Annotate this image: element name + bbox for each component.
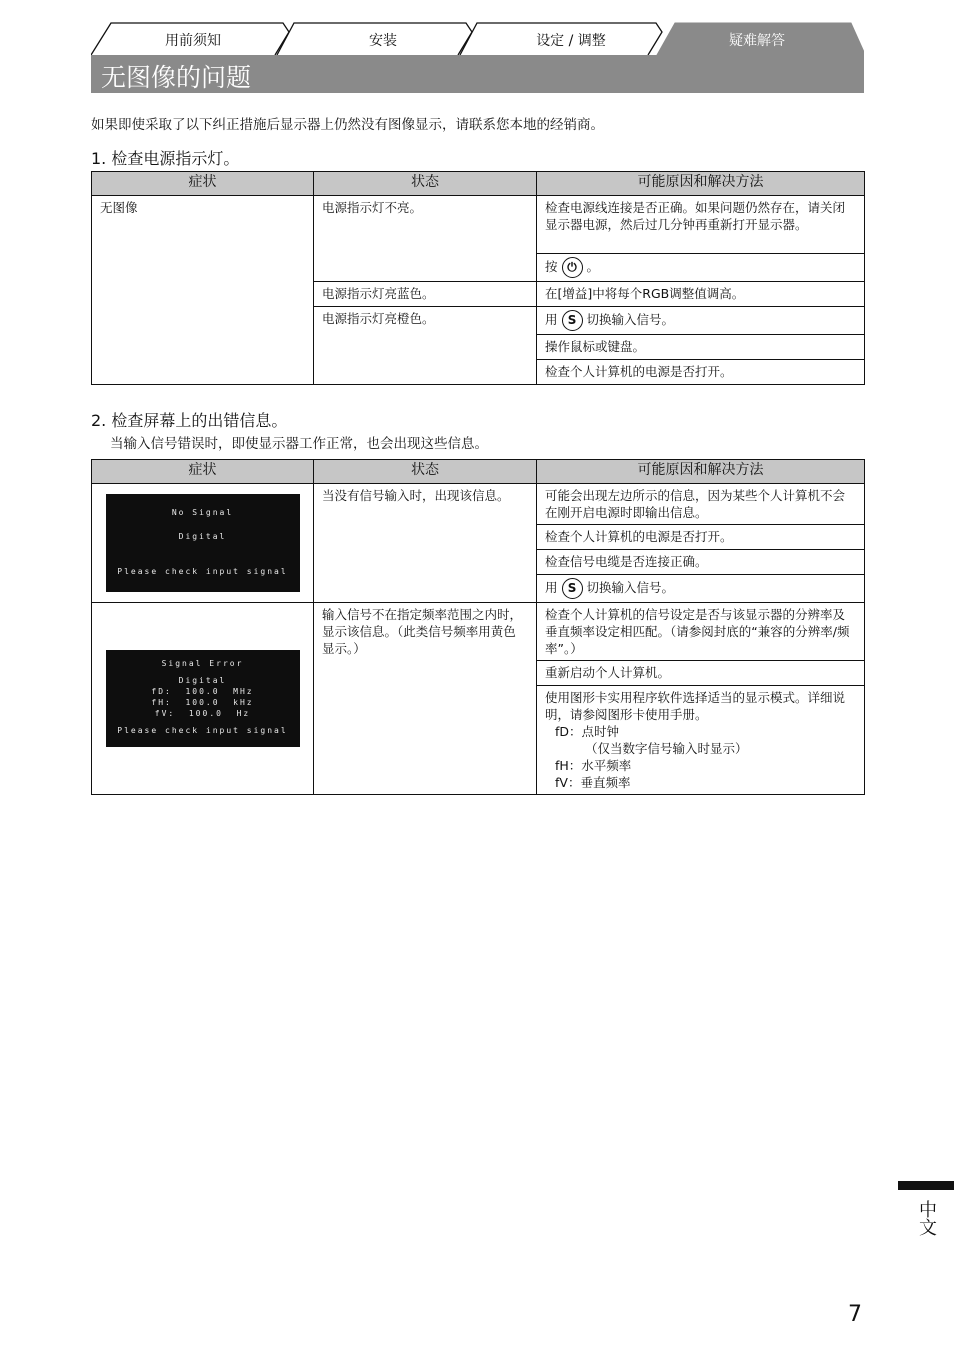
state-cell: 输入信号不在指定频率范围之内时，显示该信息。（此类信号频率用黄色显示。） [314,603,537,795]
power-indicator-table [91,171,865,385]
solution-text: 使用图形卡实用程序软件选择适当的显示模式。详细说明，请参阅图形卡使用手册。 [545,690,846,722]
solution-text: 用 [545,312,558,327]
symptom-cell [92,484,314,603]
screen-line: fH: 100.0 kHz [151,698,254,707]
solution-text: fH：水平频率 [555,758,632,773]
screen-line: fV: 100.0 Hz [154,709,251,718]
solution-cell: 检查电源线连接是否正确。如果问题仍然存在，请关闭显示器电源，然后过几分钟再重新打开显示器。 [537,196,865,254]
signal-button-icon: S [562,310,583,331]
signal-button-icon: S [562,578,583,599]
power-button-icon: ⏻ [562,257,583,278]
tab-installation[interactable]: 安装 [369,33,397,49]
table-row [92,196,865,254]
tab-troubleshooting[interactable]: 疑难解答 [729,33,785,49]
solution-text: 切换输入信号。 [586,580,675,595]
intro-text: 如果即使采取了以下纠正措施后显示器上仍然没有图像显示，请联系您本地的经销商。 [91,117,604,133]
solution-cell [537,254,865,282]
header-solution: 可能原因和解决方法 [537,460,865,484]
tab-settings[interactable]: 设定 / 调整 [536,33,606,49]
section2-title: 2. 检查屏幕上的出错信息。 [91,411,288,430]
solution-cell: 操作鼠标或键盘。 [537,335,865,360]
signal-error-screen [106,650,300,747]
solution-text: 用 [545,580,558,595]
header-solution: 可能原因和解决方法 [537,172,865,196]
page-title: 无图像的问题 [101,63,252,92]
solution-text: fD：点时钟 [555,724,620,739]
header-symptom: 症状 [92,460,314,484]
section2-subtitle: 当输入信号错误时，即使显示器工作正常，也会出现这些信息。 [110,436,488,452]
state-cell: 电源指示灯不亮。 [314,196,537,282]
error-message-table [91,459,865,795]
tab-bar [91,22,864,56]
solution-cell: 在[增益]中将每个RGB调整值调高。 [537,282,865,307]
solution-cell: 检查个人计算机的信号设定是否与该显示器的分辨率及垂直频率设定相匹配。（请参阅封底的“兼容的分辨率/频率”。） [537,603,865,661]
solution-cell: 检查信号电缆是否连接正确。 [537,550,865,575]
screen-line: Signal Error [161,659,244,668]
solution-cell: 重新启动个人计算机。 [537,661,865,686]
section1-title: 1. 检查电源指示灯。 [91,149,240,168]
solution-cell [537,575,865,603]
solution-text: 切换输入信号。 [586,312,675,327]
language-label: 中文 [916,1200,937,1236]
screen-line: No Signal [171,508,234,517]
table-row [92,603,865,661]
screen-line: Please check input signal [117,726,288,735]
solution-text: 按 [545,259,558,274]
table-row [92,484,865,525]
state-cell: 当没有信号输入时，出现该信息。 [314,484,537,603]
screen-line: Digital [178,532,227,541]
solution-cell: 可能会出现左边所示的信息，因为某些个人计算机不会在刚开启电源时即输出信息。 [537,484,865,525]
solution-cell: 检查个人计算机的电源是否打开。 [537,525,865,550]
language-marker [898,1181,954,1190]
solution-cell [537,307,865,335]
page-number: 7 [848,1302,862,1327]
state-cell: 电源指示灯亮蓝色。 [314,282,537,307]
solution-cell [537,686,865,795]
screen-line: fD: 100.0 MHz [151,687,254,696]
solution-text: fV：垂直频率 [555,775,631,790]
solution-cell: 检查个人计算机的电源是否打开。 [537,360,865,385]
table-header-row [92,460,865,484]
symptom-cell [92,603,314,795]
header-bar [91,55,864,93]
state-cell: 电源指示灯亮橙色。 [314,307,537,385]
no-signal-screen [106,494,300,592]
table-header-row [92,172,865,196]
tab-before-use[interactable]: 用前须知 [165,33,221,49]
header-state: 状态 [314,460,537,484]
header-state: 状态 [314,172,537,196]
screen-line: Please check input signal [117,567,288,576]
solution-text: （仅当数字信号输入时显示） [585,741,748,756]
symptom-cell: 无图像 [92,196,314,385]
header-symptom: 症状 [92,172,314,196]
screen-line: Digital [178,676,227,685]
solution-text: 。 [586,259,600,274]
